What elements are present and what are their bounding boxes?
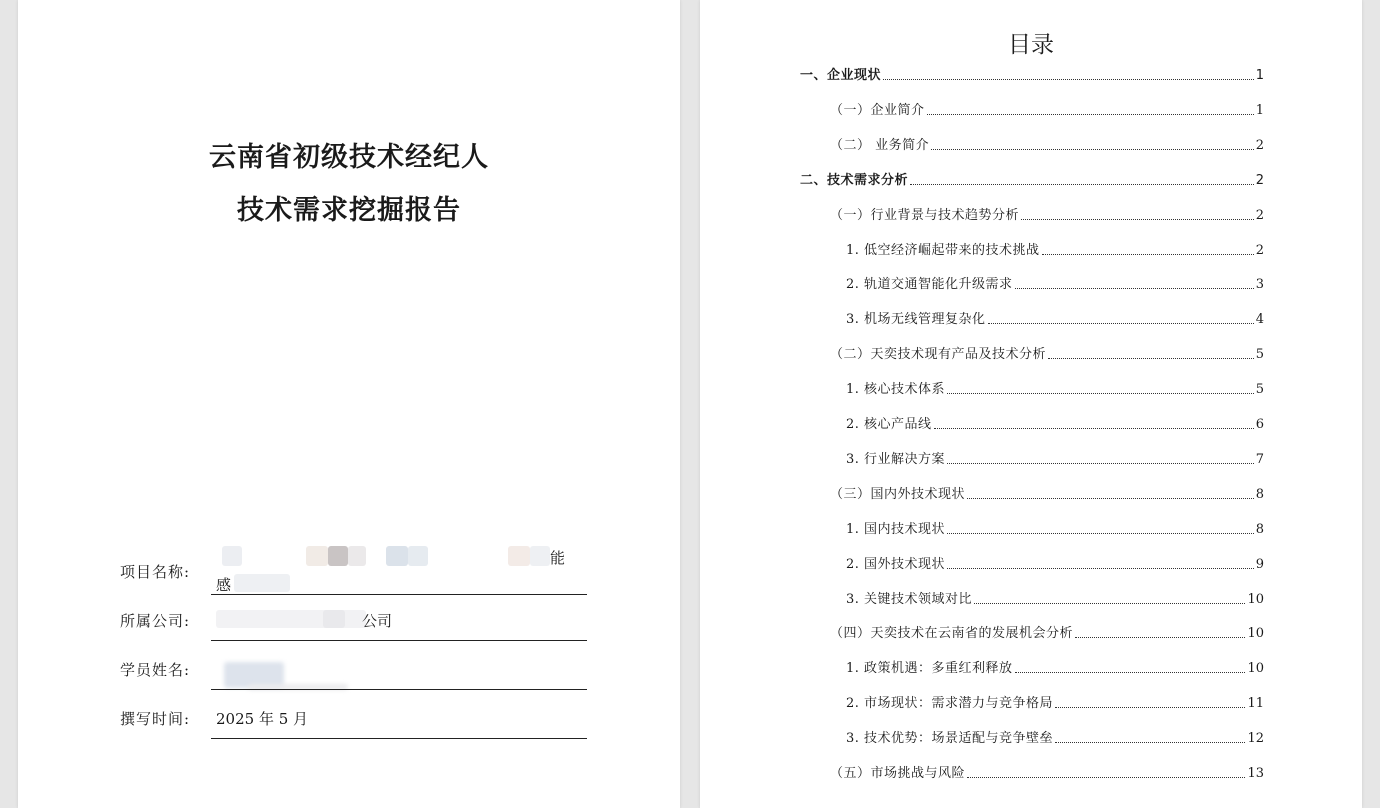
- toc-entry[interactable]: [800, 169, 1264, 189]
- toc-entry-text: （一）行业背景与技术趋势分析: [830, 207, 1020, 223]
- toc-entry[interactable]: [846, 692, 1264, 712]
- cover-page: [18, 0, 680, 808]
- toc-entry-text: 2. 核心产品线: [846, 417, 932, 432]
- date-value: 2025 年 5 月: [216, 710, 309, 728]
- toc-entry[interactable]: [830, 204, 1264, 224]
- toc-entry-text: 2. 市场现状：需求潜力与竞争格局: [846, 696, 1054, 712]
- toc-entry-text: 1. 核心技术体系: [846, 382, 946, 398]
- toc-page-number: 2: [1255, 242, 1264, 258]
- toc-entry-text: 1. 政策机遇：多重红利释放: [846, 661, 1013, 677]
- toc-dot-leader: [927, 114, 1254, 115]
- toc-dot-leader: [1048, 358, 1254, 359]
- toc-entry[interactable]: [846, 588, 1264, 608]
- underline: [211, 640, 587, 641]
- toc-entry[interactable]: [846, 448, 1264, 468]
- toc-entry-text: （二）天奕技术现有产品及技术分析: [830, 347, 1047, 363]
- toc-page-number: 2: [1255, 207, 1264, 223]
- toc-dot-leader: [910, 184, 1254, 185]
- redacted-block: [348, 546, 366, 566]
- redacted-block: [408, 546, 428, 566]
- toc-page-number: 2: [1255, 137, 1264, 153]
- toc-entry[interactable]: [846, 413, 1264, 433]
- underline: [211, 594, 587, 595]
- toc-page-number: 5: [1255, 347, 1264, 363]
- redacted-block: [234, 574, 290, 592]
- toc-entry-text: （一）企业简介: [830, 102, 925, 118]
- toc-dot-leader: [934, 428, 1254, 429]
- toc-dot-leader: [1015, 288, 1254, 289]
- toc-dot-leader: [931, 149, 1254, 150]
- toc-entry-text: 3. 技术优势：场景适配与竞争壁垒: [846, 731, 1054, 747]
- toc-dot-leader: [947, 463, 1254, 464]
- toc-entry[interactable]: [830, 99, 1264, 119]
- toc-entry[interactable]: [846, 727, 1264, 747]
- toc-page-number: 7: [1255, 451, 1264, 467]
- toc-entry[interactable]: [830, 762, 1264, 782]
- toc-entry-text: 2. 国外技术现状: [846, 556, 946, 572]
- toc-entry[interactable]: [846, 657, 1264, 677]
- project-name-value-line2: 感: [216, 576, 232, 594]
- toc-entry[interactable]: [846, 239, 1264, 259]
- redacted-block: [328, 546, 348, 566]
- toc-page-number: 8: [1255, 521, 1264, 537]
- project-name-label: 项目名称:: [120, 563, 191, 581]
- redacted-block: [323, 610, 345, 628]
- project-name-value: 能: [550, 549, 566, 567]
- toc-dot-leader: [1055, 707, 1245, 708]
- student-name-label: 学员姓名:: [120, 661, 191, 679]
- toc-dot-leader: [988, 323, 1254, 324]
- toc-entry-text: 二、技术需求分析: [800, 172, 909, 188]
- toc-entry[interactable]: [846, 518, 1264, 538]
- toc-entry-text: 一、企业现状: [800, 68, 882, 83]
- toc-entry[interactable]: [830, 134, 1264, 154]
- redacted-block: [508, 546, 530, 566]
- toc-page-number: 4: [1255, 312, 1264, 328]
- toc-page-number: 9: [1255, 556, 1264, 572]
- toc-page-number: 3: [1255, 277, 1264, 293]
- redacted-block: [530, 546, 550, 566]
- toc-dot-leader: [947, 393, 1254, 394]
- toc-page: [700, 0, 1362, 808]
- toc-page-number: 6: [1255, 417, 1264, 432]
- toc-entry[interactable]: [830, 343, 1264, 363]
- toc-page-number: 12: [1247, 731, 1264, 747]
- redacted-block: [386, 546, 408, 566]
- toc-dot-leader: [967, 777, 1245, 778]
- underline: [211, 738, 587, 739]
- toc-page-number: 5: [1255, 382, 1264, 398]
- toc-page-number: 10: [1247, 661, 1264, 677]
- toc-entry[interactable]: [800, 64, 1264, 84]
- redacted-block: [306, 546, 328, 566]
- date-label: 撰写时间:: [120, 710, 191, 728]
- toc-entry-text: 3. 机场无线管理复杂化: [846, 312, 986, 328]
- toc-title: 目录: [1008, 32, 1054, 58]
- toc-page-number: 8: [1255, 486, 1264, 502]
- toc-entry-text: （四）天奕技术在云南省的发展机会分析: [830, 626, 1074, 642]
- toc-page-number: 2: [1255, 172, 1264, 188]
- underline: [211, 689, 587, 690]
- toc-entry[interactable]: [846, 378, 1264, 398]
- toc-entry-text: 1. 低空经济崛起带来的技术挑战: [846, 242, 1040, 258]
- cover-title-line-2: 技术需求挖掘报告: [237, 195, 461, 226]
- toc-entry[interactable]: [846, 553, 1264, 573]
- toc-entry-text: （五）市场挑战与风险: [830, 766, 966, 781]
- toc-dot-leader: [1015, 672, 1246, 673]
- toc-entry[interactable]: [846, 273, 1264, 293]
- toc-dot-leader: [974, 603, 1245, 604]
- toc-dot-leader: [947, 568, 1254, 569]
- cover-title-line-1: 云南省初级技术经纪人: [209, 142, 489, 173]
- toc-dot-leader: [1075, 637, 1245, 638]
- toc-entry[interactable]: [846, 308, 1264, 328]
- toc-entry-text: 2. 轨道交通智能化升级需求: [846, 277, 1013, 293]
- toc-dot-leader: [947, 533, 1254, 534]
- toc-dot-leader: [967, 498, 1254, 499]
- toc-page-number: 10: [1247, 626, 1264, 642]
- toc-entry-text: 1. 国内技术现状: [846, 521, 946, 537]
- company-value: 公司: [362, 612, 393, 630]
- toc-entry-text: （三）国内外技术现状: [830, 486, 966, 502]
- toc-dot-leader: [883, 79, 1254, 80]
- toc-dot-leader: [1042, 254, 1254, 255]
- toc-entry-text: 3. 行业解决方案: [846, 451, 946, 467]
- redacted-block: [222, 546, 242, 566]
- toc-page-number: 1: [1255, 102, 1264, 118]
- toc-entry-text: 3. 关键技术领域对比: [846, 591, 973, 607]
- toc-page-number: 13: [1247, 766, 1264, 781]
- toc-page-number: 1: [1255, 68, 1264, 83]
- company-label: 所属公司:: [120, 612, 191, 630]
- toc-dot-leader: [1021, 219, 1254, 220]
- toc-page-number: 10: [1247, 591, 1264, 607]
- toc-entry[interactable]: [830, 483, 1264, 503]
- toc-entry[interactable]: [830, 622, 1264, 642]
- toc-page-number: 11: [1247, 696, 1264, 712]
- toc-dot-leader: [1055, 742, 1245, 743]
- toc-entry-text: （二） 业务简介: [830, 137, 930, 153]
